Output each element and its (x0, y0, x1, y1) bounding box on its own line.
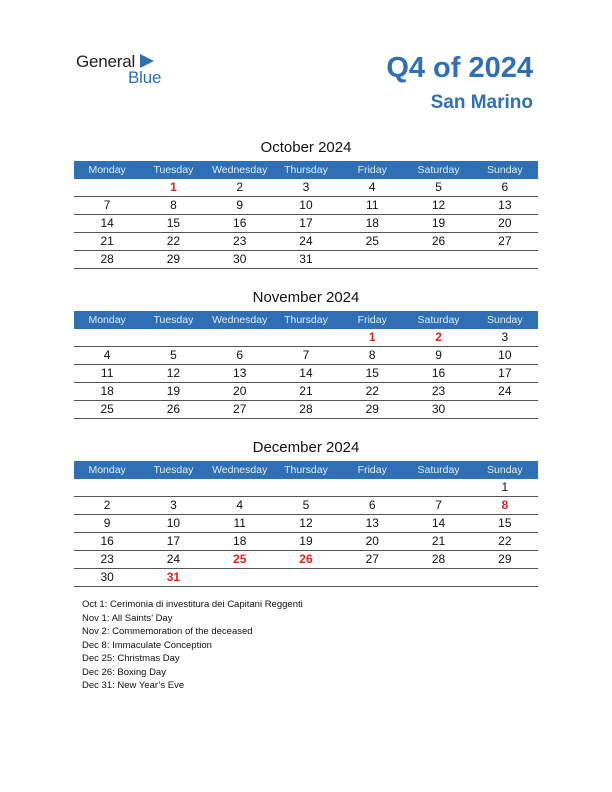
date-cell: 20 (233, 384, 247, 398)
date-cell: 23 (431, 384, 446, 398)
date-cell (339, 569, 405, 586)
date-cell: 9 (435, 348, 442, 362)
holiday-note: Nov 2: Commemoration of the deceased (82, 626, 253, 637)
date-cell: 8 (170, 198, 177, 212)
date-cell (472, 251, 538, 268)
date-cell: 18 (233, 534, 247, 548)
date-cell: 11 (366, 198, 379, 212)
holiday-notes (82, 598, 303, 693)
weekday-header (74, 461, 538, 479)
date-cell: 9 (236, 198, 244, 212)
weekday-label: Wednesday (212, 464, 268, 476)
date-cell: 15 (166, 216, 181, 230)
date-cell: 7 (103, 198, 111, 212)
date-cell: 9 (103, 516, 111, 530)
holiday-date-cell: 8 (501, 498, 509, 512)
date-cell: 11 (233, 516, 246, 530)
date-cell: 17 (166, 534, 181, 548)
date-cell: 28 (100, 252, 114, 266)
date-cell: 16 (431, 366, 446, 380)
date-cell: 27 (365, 552, 379, 566)
date-cell: 5 (435, 180, 442, 194)
date-cell: 12 (166, 366, 181, 380)
date-cell (405, 479, 471, 496)
holiday-note: Dec 26: Boxing Day (82, 666, 166, 678)
date-cell: 29 (498, 552, 512, 566)
holiday-date-cell: 31 (166, 570, 181, 584)
date-cell: 7 (435, 498, 442, 512)
date-cell: 17 (498, 366, 512, 380)
date-cell: 4 (236, 498, 244, 512)
page-subtitle: San Marino (430, 92, 533, 113)
week-row (74, 197, 538, 215)
date-cell: 13 (365, 516, 379, 530)
date-cell: 7 (302, 348, 310, 362)
date-cell: 25 (365, 234, 379, 248)
week-row (74, 365, 538, 383)
date-cell (273, 329, 339, 346)
date-cell: 17 (299, 216, 313, 230)
date-cell: 12 (431, 198, 446, 212)
holiday-date-cell: 25 (233, 552, 247, 566)
date-cell: 10 (498, 348, 512, 362)
date-cell (273, 569, 339, 586)
date-cell: 6 (368, 498, 376, 512)
week-row (74, 215, 538, 233)
week-row (74, 401, 538, 419)
month-october (74, 139, 538, 269)
week-row (74, 233, 538, 251)
date-cell: 21 (431, 534, 446, 548)
weekday-label: Sunday (487, 164, 523, 176)
date-cell: 15 (498, 516, 512, 530)
weekday-label: Friday (357, 164, 387, 176)
weekday-label: Tuesday (153, 314, 194, 326)
date-cell: 19 (166, 384, 181, 398)
date-cell: 8 (368, 348, 376, 362)
week-row (74, 179, 538, 197)
date-cell: 11 (100, 366, 114, 380)
weekday-label: Friday (357, 464, 387, 476)
week-row (74, 533, 538, 551)
date-cell: 24 (299, 234, 313, 248)
week-row (74, 251, 538, 269)
weekday-header (74, 161, 538, 179)
month-title: December 2024 (252, 439, 360, 456)
date-cell: 28 (299, 402, 313, 416)
holiday-note: Nov 1: All Saints’ Day (82, 612, 173, 624)
date-cell (74, 179, 140, 196)
date-cell: 25 (100, 402, 114, 416)
weekday-label: Saturday (417, 164, 460, 176)
weekday-label: Tuesday (153, 164, 194, 176)
date-cell: 22 (166, 234, 181, 248)
weekday-label: Friday (357, 314, 387, 326)
date-cell: 3 (170, 498, 177, 512)
week-row (74, 479, 538, 497)
holiday-note: Dec 25: Christmas Day (82, 653, 180, 664)
date-cell: 16 (233, 216, 247, 230)
date-cell (273, 479, 339, 496)
weekday-label: Wednesday (212, 314, 268, 326)
date-cell (207, 569, 273, 586)
date-cell (74, 479, 140, 496)
date-cell (74, 329, 140, 346)
date-cell: 19 (431, 216, 446, 230)
week-row (74, 569, 538, 587)
date-cell: 20 (365, 534, 379, 548)
date-cell (472, 569, 538, 586)
date-cell (339, 479, 405, 496)
weekday-header (74, 311, 538, 329)
logo-flag-icon (140, 54, 154, 68)
date-cell (405, 251, 471, 268)
weekday-label: Saturday (417, 464, 460, 476)
week-row (74, 551, 538, 569)
weekday-label: Tuesday (153, 464, 194, 476)
date-cell: 26 (431, 234, 446, 248)
month-december (74, 439, 538, 587)
logo-word-general: General (76, 52, 136, 71)
date-cell: 12 (299, 516, 313, 530)
date-cell: 31 (299, 252, 313, 266)
date-cell: 3 (302, 180, 310, 194)
date-cell: 18 (100, 384, 114, 398)
date-cell: 30 (233, 252, 247, 266)
date-cell: 6 (236, 348, 244, 362)
weekday-label: Thursday (284, 314, 328, 326)
week-row (74, 329, 538, 347)
date-cell: 10 (299, 198, 313, 212)
week-row (74, 515, 538, 533)
holiday-note: Dec 8: Immaculate Conception (82, 639, 212, 651)
date-cell: 30 (100, 570, 114, 584)
date-cell: 1 (501, 480, 509, 494)
date-cell: 21 (100, 234, 114, 248)
date-cell: 15 (365, 366, 379, 380)
date-cell: 27 (498, 234, 512, 248)
date-cell: 29 (365, 402, 379, 416)
page-title: Q4 of 2024 (386, 52, 533, 84)
weekday-label: Wednesday (212, 164, 268, 176)
date-cell (140, 329, 206, 346)
date-cell: 26 (166, 402, 181, 416)
date-cell: 30 (431, 402, 446, 416)
weekday-label: Monday (88, 314, 126, 326)
date-cell: 29 (166, 252, 181, 266)
weekday-label: Monday (88, 164, 126, 176)
date-cell: 28 (431, 552, 446, 566)
date-cell (339, 251, 405, 268)
date-cell: 19 (299, 534, 313, 548)
holiday-date-cell: 1 (170, 180, 177, 194)
weekday-label: Sunday (487, 314, 523, 326)
date-cell: 27 (233, 402, 247, 416)
date-cell: 3 (501, 330, 509, 344)
week-row (74, 347, 538, 365)
date-cell: 24 (498, 384, 512, 398)
date-cell: 20 (498, 216, 512, 230)
date-cell: 23 (100, 552, 114, 566)
holiday-date-cell: 1 (368, 330, 376, 344)
date-cell: 21 (299, 384, 313, 398)
month-title: November 2024 (252, 289, 360, 306)
date-cell: 6 (501, 180, 509, 194)
date-cell: 14 (100, 216, 114, 230)
date-cell: 14 (299, 366, 313, 380)
week-row (74, 497, 538, 515)
month-november (74, 289, 538, 419)
date-cell: 4 (103, 348, 111, 362)
logo (76, 52, 176, 88)
date-cell: 18 (365, 216, 379, 230)
date-cell (207, 329, 273, 346)
date-cell: 14 (431, 516, 446, 530)
date-cell: 24 (166, 552, 181, 566)
date-cell: 5 (302, 498, 310, 512)
weekday-label: Monday (88, 464, 126, 476)
weekday-label: Saturday (417, 314, 460, 326)
date-cell: 13 (498, 198, 512, 212)
date-cell: 16 (100, 534, 114, 548)
date-cell (472, 401, 538, 418)
holiday-date-cell: 2 (435, 330, 442, 344)
date-cell: 10 (166, 516, 181, 530)
week-row (74, 383, 538, 401)
date-cell: 22 (498, 534, 512, 548)
date-cell: 22 (365, 384, 379, 398)
date-cell: 13 (233, 366, 247, 380)
date-cell (405, 569, 471, 586)
date-cell: 5 (170, 348, 177, 362)
logo-word-blue: Blue (128, 68, 162, 87)
date-cell (207, 479, 273, 496)
month-title: October 2024 (260, 139, 352, 156)
weekday-label: Thursday (284, 464, 328, 476)
date-cell: 2 (103, 498, 111, 512)
weekday-label: Sunday (487, 464, 523, 476)
holiday-note: Dec 31: New Year’s Eve (82, 680, 185, 691)
date-cell: 23 (233, 234, 247, 248)
date-cell: 2 (236, 180, 244, 194)
holiday-date-cell: 26 (299, 552, 313, 566)
holiday-note: Oct 1: Cerimonia di investitura dei Capitani Reggenti (82, 599, 303, 610)
date-cell (140, 479, 206, 496)
weekday-label: Thursday (284, 164, 328, 176)
date-cell: 4 (368, 180, 376, 194)
